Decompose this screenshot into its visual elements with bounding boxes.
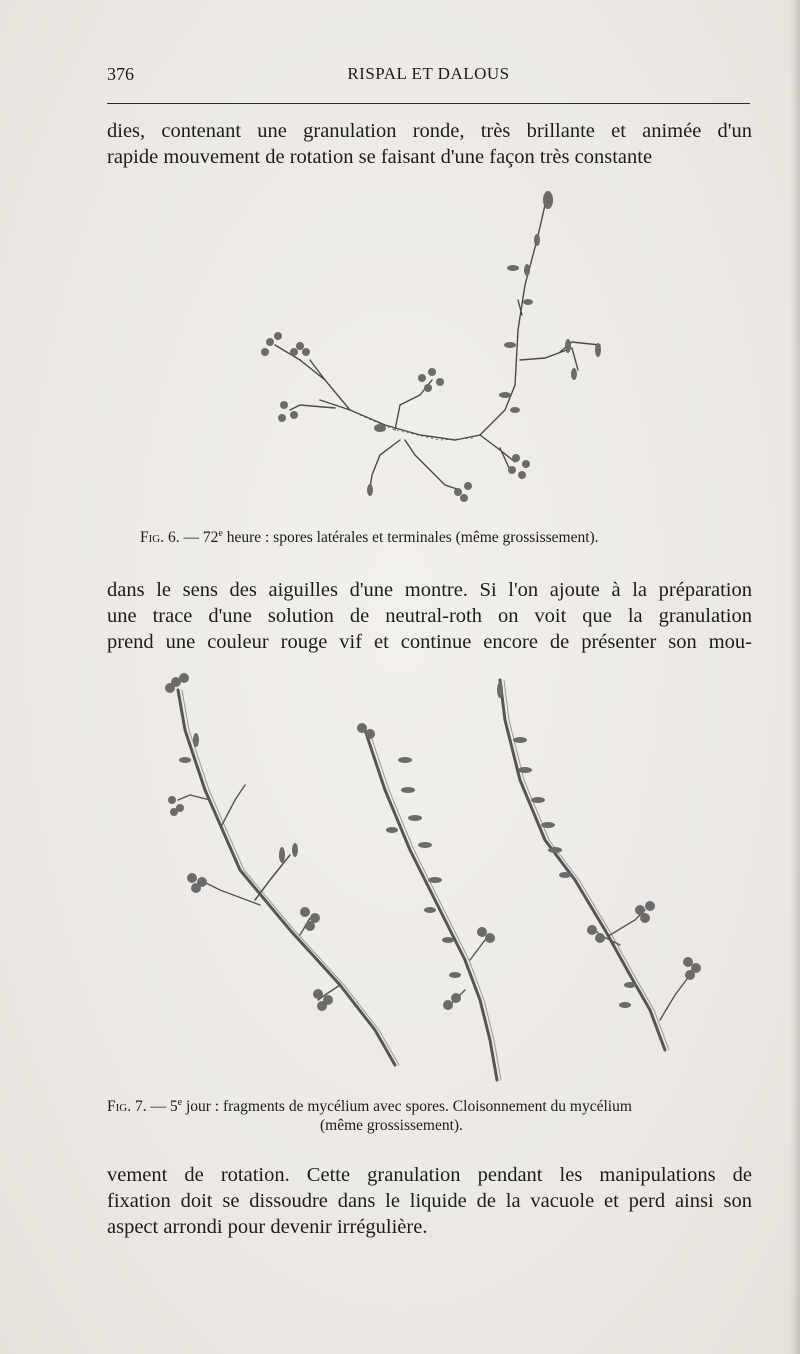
spore — [165, 683, 175, 693]
paragraph-line: prend une couleur rouge vif et continue encore de présenter son mou- — [107, 631, 752, 653]
spore — [595, 933, 605, 943]
hypha-branch — [365, 730, 497, 1080]
spore — [477, 927, 487, 937]
spore — [548, 847, 562, 853]
figure-7-caption — [107, 1097, 752, 1135]
spore — [485, 933, 495, 943]
spore — [683, 957, 693, 967]
spore — [624, 982, 636, 988]
figure-7-caption-text: jour : fragments de mycélium avec spores. Cloisonnement du mycélium — [185, 1098, 632, 1115]
spore — [305, 921, 315, 931]
spore — [424, 907, 436, 913]
page-number: 376 — [107, 64, 134, 84]
figure-7-label: Fig. 7. — [107, 1098, 147, 1115]
caption-dash: — — [183, 529, 199, 546]
spore — [587, 925, 597, 935]
figure-6-hour: 72 — [202, 529, 219, 546]
hypha-branch — [500, 680, 665, 1050]
spore — [179, 757, 191, 763]
spore — [418, 842, 432, 848]
spore — [518, 767, 532, 773]
page-edge-shadow — [790, 0, 800, 1354]
spore — [313, 989, 323, 999]
spore — [191, 883, 201, 893]
paragraph-line: vement de rotation. Cette granulation pendant les manipulations de — [107, 1164, 752, 1186]
spore — [428, 877, 442, 883]
spore — [640, 913, 650, 923]
paragraph-line: dans le sens des aiguilles d'une montre. Si l'on ajoute à la préparation — [107, 579, 752, 601]
running-head: RISPAL ET DALOUS — [347, 64, 510, 83]
spore — [497, 682, 503, 698]
paragraph-line: une trace d'une solution de neutral-roth on voit que la granulation — [107, 605, 752, 627]
spore — [279, 847, 285, 863]
paragraph-line: rapide mouvement de rotation se faisant d'une façon très constante — [107, 146, 653, 168]
spore — [398, 757, 412, 763]
spore — [357, 723, 367, 733]
spore — [179, 673, 189, 683]
spore — [386, 827, 398, 833]
spore — [442, 937, 454, 943]
spore — [645, 901, 655, 911]
spore — [619, 1002, 631, 1008]
caption-dash: — — [150, 1098, 166, 1115]
paragraph-3 — [107, 1162, 752, 1240]
figure-6-caption-text: heure : spores latérales et terminales (même grossissement). — [226, 529, 599, 546]
paragraph-line: fixation doit se dissoudre dans le liquide de la vacuole et perd ainsi son — [107, 1190, 752, 1212]
spore — [559, 872, 571, 878]
figure-6-hour-sup: e — [218, 528, 223, 539]
spore — [193, 733, 199, 747]
spore — [300, 907, 310, 917]
paragraph-line: aspect arrondi pour devenir irrégulière. — [107, 1216, 428, 1238]
figure-6-label: Fig. 6. — [140, 529, 180, 546]
spore — [168, 796, 176, 804]
figure-7-caption-line-2: (même grossissement). — [320, 1117, 463, 1134]
spore — [443, 1000, 453, 1010]
spore — [292, 843, 298, 857]
spore — [451, 993, 461, 1003]
spore — [365, 729, 375, 739]
spore — [187, 873, 197, 883]
spore — [531, 797, 545, 803]
spore — [170, 808, 178, 816]
spore — [408, 815, 422, 821]
spore — [317, 1001, 327, 1011]
spore — [401, 787, 415, 793]
paragraph-line: dies, contenant une granulation ronde, très brillante et animée d'un — [107, 120, 752, 142]
spore — [513, 737, 527, 743]
spore — [541, 822, 555, 828]
figure-7-day-sup: e — [177, 1097, 183, 1108]
figure-7-day: 5 — [169, 1098, 178, 1115]
spore — [685, 970, 695, 980]
spore — [449, 972, 461, 978]
